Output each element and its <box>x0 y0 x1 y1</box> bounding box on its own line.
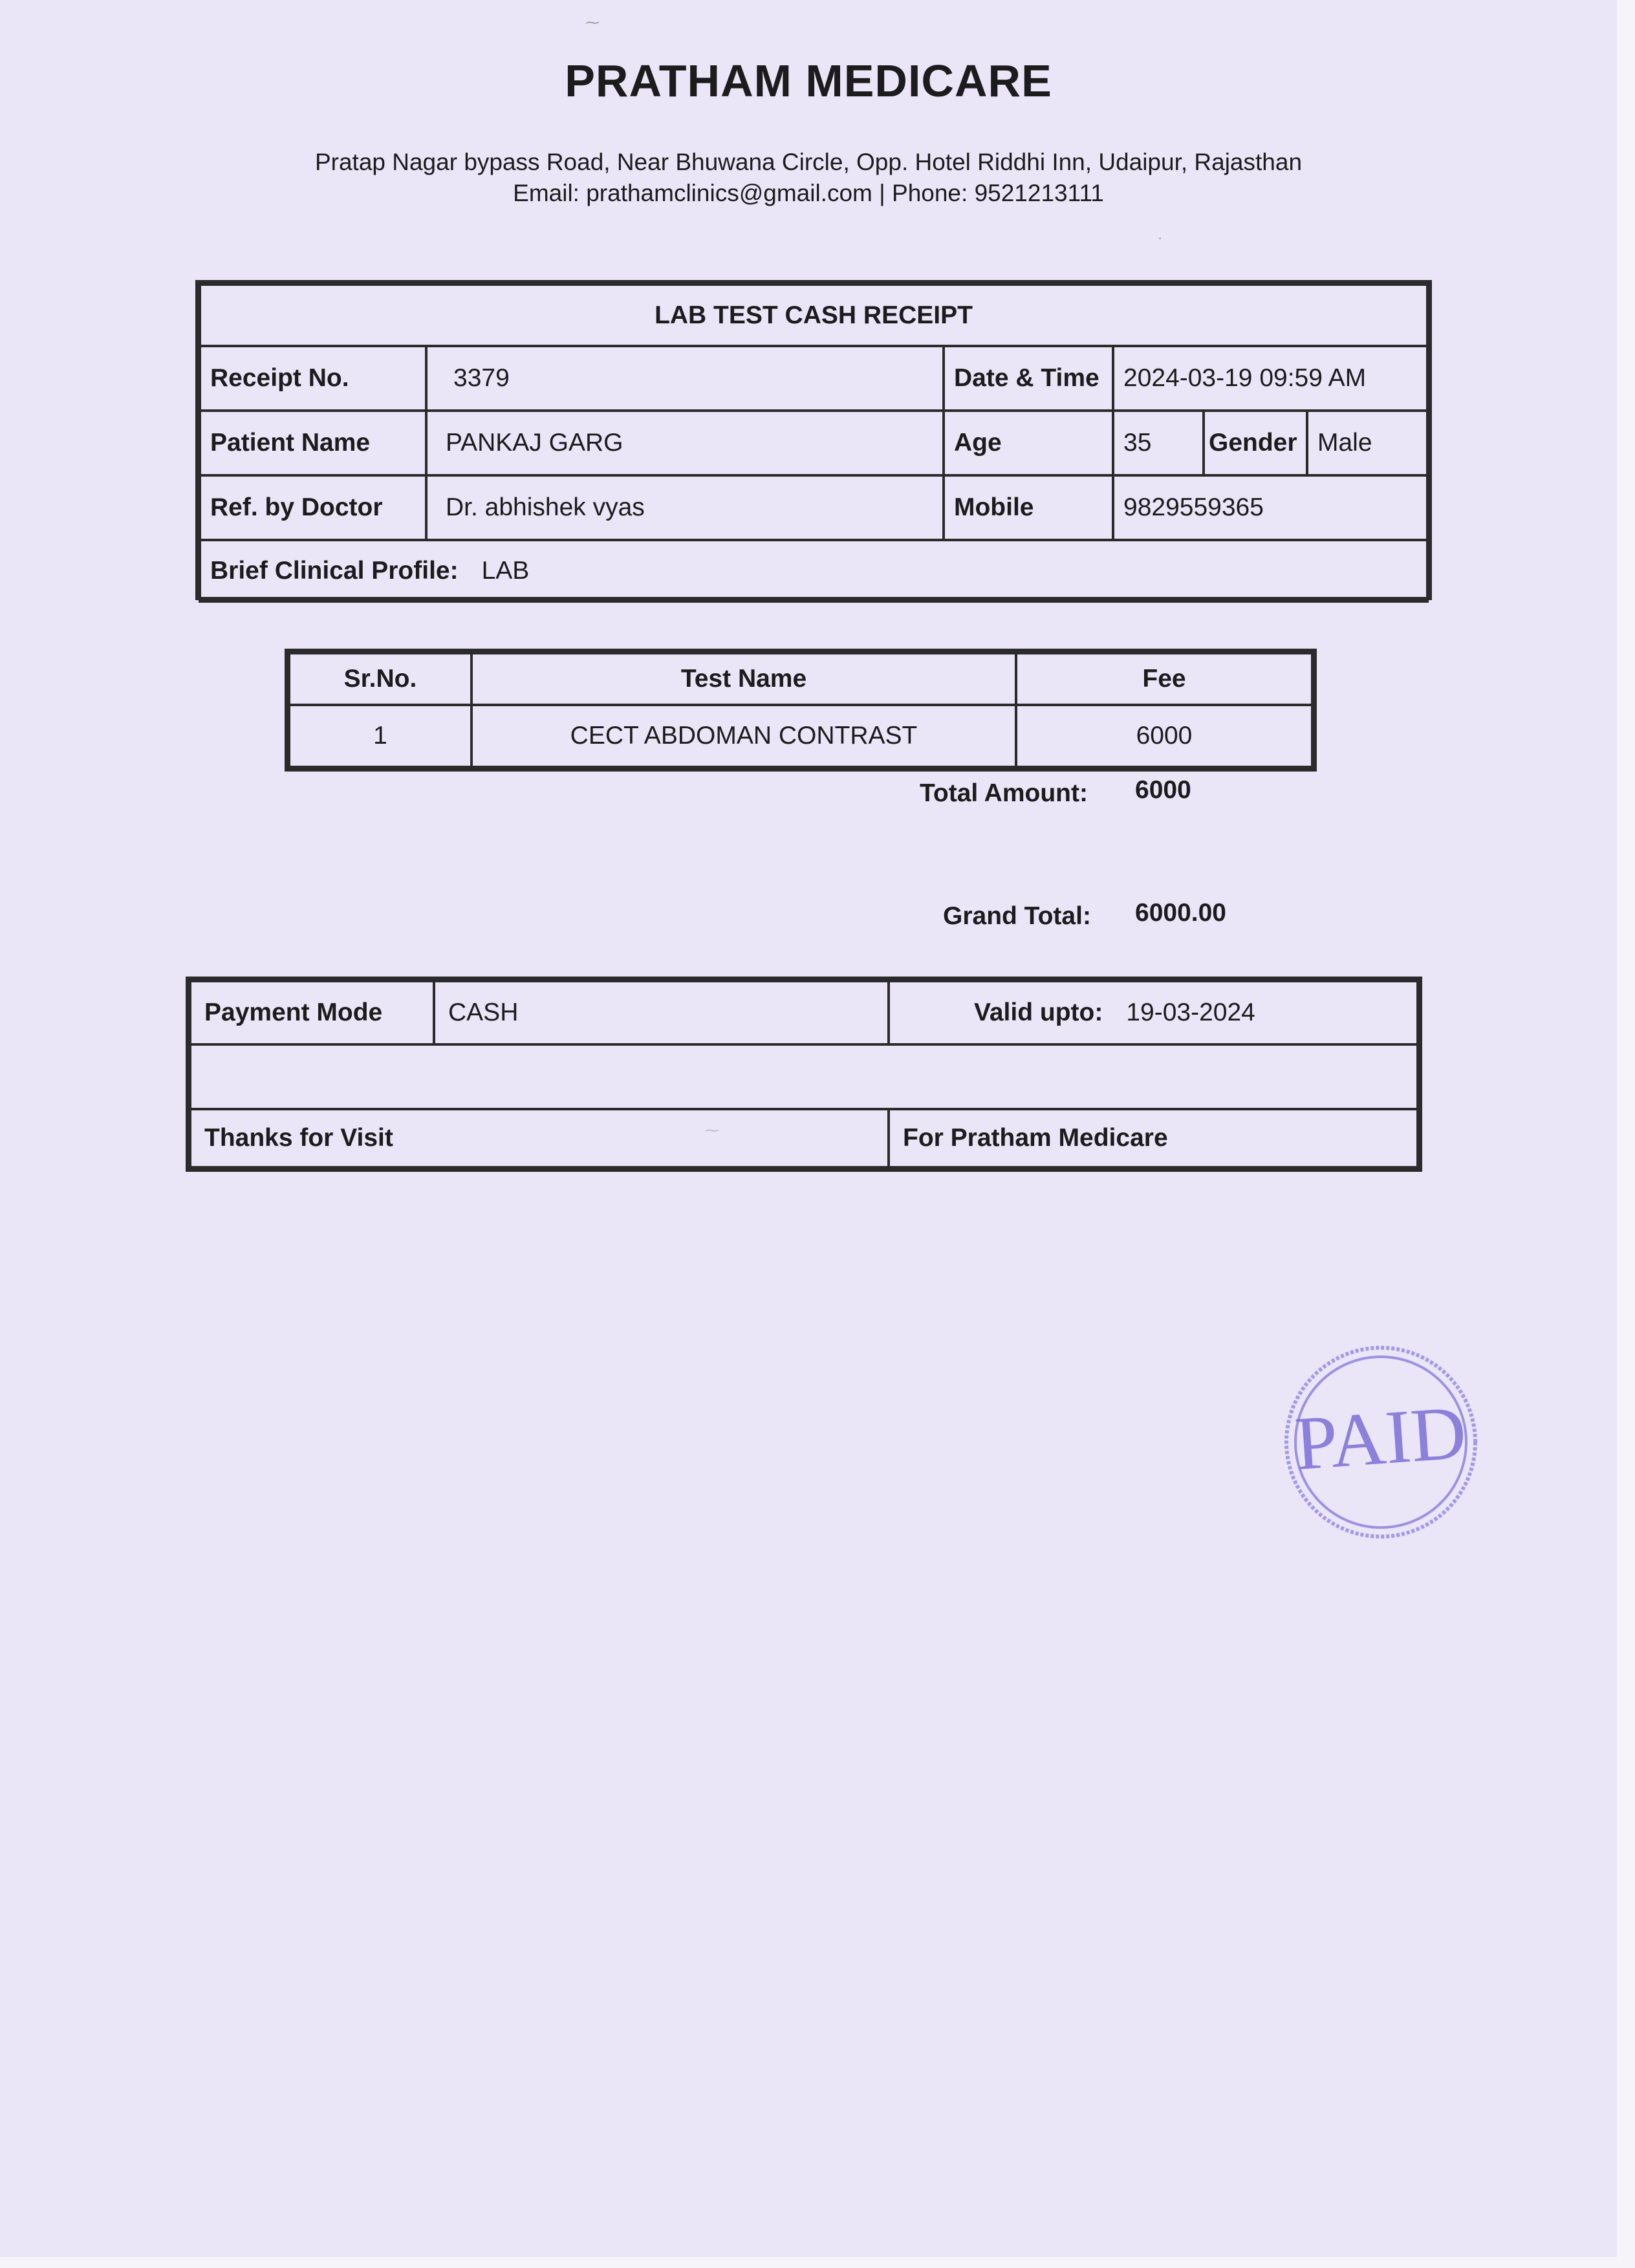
paper-speck: ⁓ <box>585 14 600 30</box>
age-label: Age <box>944 411 1113 475</box>
table-row <box>289 705 1312 767</box>
tests-header-fee: Fee <box>1016 653 1312 705</box>
test-fee-cell: 6000 <box>1016 705 1312 767</box>
paper-edge-right <box>1617 0 1635 2268</box>
total-amount-label: Total Amount: <box>920 779 1088 807</box>
payment-mode-value: CASH <box>434 981 889 1044</box>
tests-box <box>285 649 1317 772</box>
age-value: 35 <box>1113 411 1204 475</box>
paid-stamp <box>1281 1342 1481 1542</box>
clinical-profile-value: LAB <box>481 556 530 585</box>
gender-value: Male <box>1307 411 1427 475</box>
clinic-contact: Email: prathamclinics@gmail.com | Phone: 9521213111 <box>513 180 1104 206</box>
payment-table <box>189 980 1419 1169</box>
blank-row <box>190 1044 1418 1109</box>
paper-speck: ⁓ <box>705 1122 719 1138</box>
clinic-address: Pratap Nagar bypass Road, Near Bhuwana Circle, Opp. Hotel Riddhi Inn, Udaipur, Rajasthan <box>314 149 1303 175</box>
tests-header-name: Test Name <box>471 653 1016 705</box>
test-name-cell: CECT ABDOMAN CONTRAST <box>471 705 1016 767</box>
valid-upto-value: 19-03-2024 <box>1126 999 1255 1026</box>
receipt-no-label: Receipt No. <box>200 346 426 411</box>
paper-speck: · <box>1158 230 1163 246</box>
clinical-profile-row <box>200 540 1427 601</box>
payment-box <box>186 977 1422 1172</box>
receipt-title: LAB TEST CASH RECEIPT <box>200 285 1427 346</box>
valid-upto-label: Valid upto: <box>974 999 1103 1026</box>
for-company-label: For Pratham Medicare <box>889 1109 1418 1167</box>
receipt-no-value: 3379 <box>426 346 944 411</box>
receipt-details-box <box>195 280 1432 600</box>
ref-doctor-label: Ref. by Doctor <box>200 475 426 540</box>
paper-edge-bottom <box>0 2257 1635 2268</box>
datetime-value: 2024-03-19 09:59 AM <box>1113 346 1427 411</box>
clinical-profile-label: Brief Clinical Profile: <box>210 556 459 585</box>
patient-name-value: PANKAJ GARG <box>426 411 944 475</box>
tests-table <box>288 652 1314 768</box>
tests-header-sr: Sr.No. <box>289 653 471 705</box>
grand-total-value: 6000.00 <box>1135 899 1226 927</box>
payment-mode-label: Payment Mode <box>190 981 434 1044</box>
clinic-name: PRATHAM MEDICARE <box>565 56 1052 106</box>
gender-label: Gender <box>1204 411 1307 475</box>
stamp-text: PAID <box>1292 1389 1469 1487</box>
test-sr-cell: 1 <box>289 705 471 767</box>
mobile-value: 9829559365 <box>1113 475 1427 540</box>
receipt-details-table <box>199 283 1429 603</box>
datetime-label: Date & Time <box>944 346 1113 411</box>
mobile-label: Mobile <box>944 475 1113 540</box>
total-amount-value: 6000 <box>1135 776 1191 804</box>
thanks-message: Thanks for Visit <box>190 1109 889 1167</box>
valid-upto-cell <box>889 981 1418 1044</box>
ref-doctor-value: Dr. abhishek vyas <box>426 475 944 540</box>
patient-name-label: Patient Name <box>200 411 426 475</box>
grand-total-label: Grand Total: <box>943 902 1091 930</box>
